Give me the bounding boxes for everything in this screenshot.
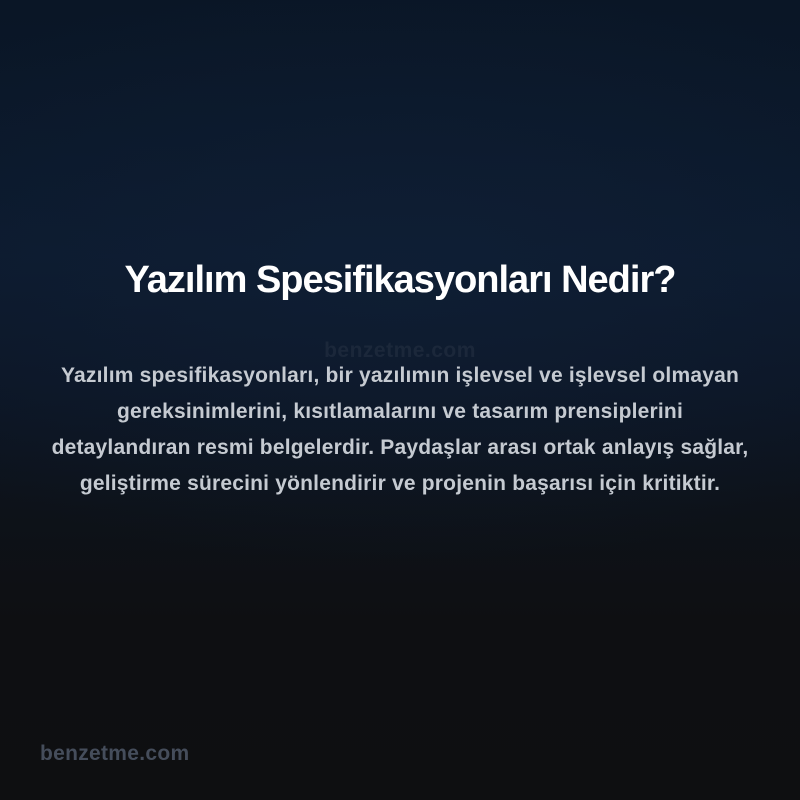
page-title: Yazılım Spesifikasyonları Nedir? <box>124 259 676 301</box>
body-paragraph: Yazılım spesifikasyonları, bir yazılımın işlevsel ve işlevsel olmayan gereksinimlerini, kısıtlamalarını ve tasarım prensiplerini detaylandıran resmi belgelerdir. Paydaşlar arası ortak anlayış sağlar, geliştirme sürecini yönlendirir ve projenin başarısı için kritiktir. <box>51 364 749 495</box>
footer-brand-watermark: benzetme.com <box>40 742 190 765</box>
center-watermark: benzetme.com <box>324 339 476 362</box>
